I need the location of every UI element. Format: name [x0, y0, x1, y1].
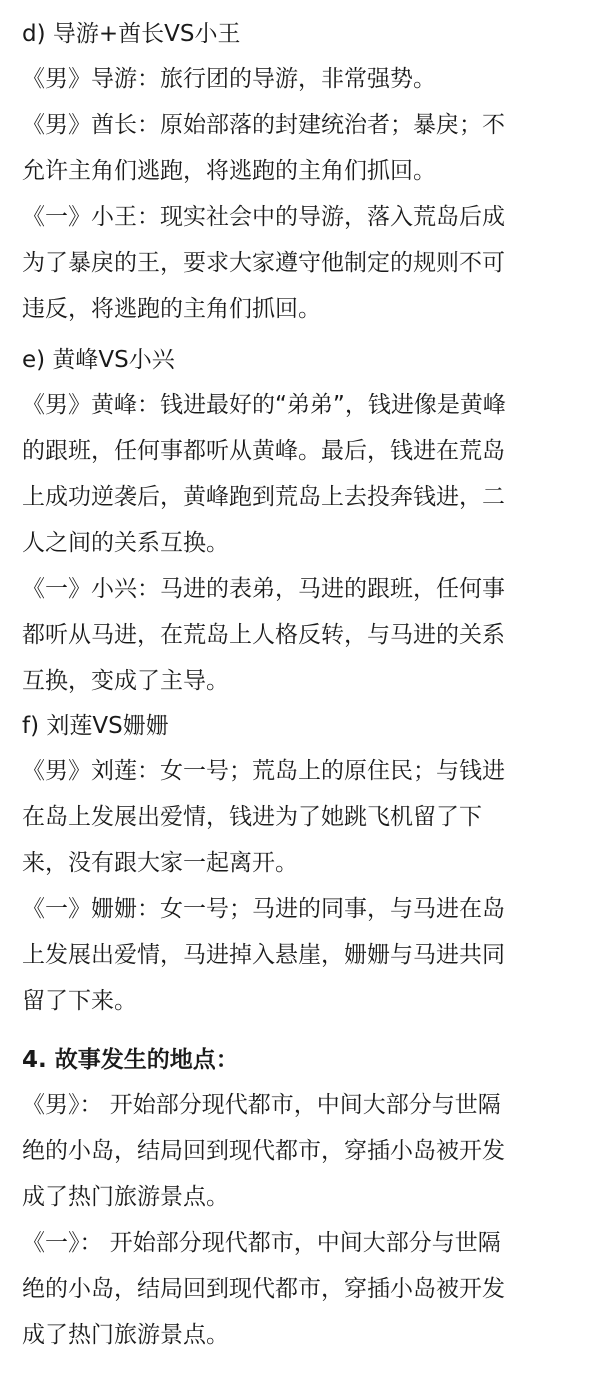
- text-line: 都听从马进，在荒岛上人格反转，与马进的关系: [22, 622, 505, 648]
- text-line: 《男》酋长：原始部落的封建统治者；暴戾；不: [22, 112, 505, 138]
- section-e-heading: e) 黄峰VS小兴: [22, 347, 175, 373]
- section-e-paragraph-huangfeng: [22, 382, 578, 566]
- text-line: 上发展出爱情，马进掉入悬崖，姗姗与马进共同: [22, 942, 505, 968]
- section-4-paragraph-male: [22, 1082, 578, 1220]
- section-d-paragraph-guide: [22, 56, 578, 102]
- text-line: 《男》导游：旅行团的导游，非常强势。: [22, 66, 436, 92]
- text-line: 互换，变成了主导。: [22, 668, 229, 694]
- section-f-heading: f) 刘莲VS姗姗: [22, 713, 169, 739]
- text-line: 来，没有跟大家一起离开。: [22, 850, 298, 876]
- text-line: 《男》黄峰：钱进最好的“弟弟”，钱进像是黄峰: [22, 392, 506, 418]
- section-d-paragraph-xiaowang: [22, 194, 578, 332]
- text-line: 《一》小王：现实社会中的导游，落入荒岛后成: [22, 204, 505, 230]
- section-f-paragraph-shanshan: [22, 886, 578, 1024]
- text-line: 《一》： 开始部分现代都市，中间大部分与世隔: [22, 1230, 501, 1256]
- section-d-paragraph-chief: [22, 102, 578, 194]
- text-line: 留了下来。: [22, 988, 137, 1014]
- text-line: 绝的小岛，结局回到现代都市，穿插小岛被开发: [22, 1276, 505, 1302]
- section-4-heading: 4. 故事发生的地点：: [22, 1047, 239, 1073]
- section-e-paragraph-xiaoxing: [22, 566, 578, 704]
- text-line: 人之间的关系互换。: [22, 530, 229, 556]
- text-line: 成了热门旅游景点。: [22, 1184, 229, 1210]
- section-d-heading: d) 导游+酋长VS小王: [22, 21, 241, 47]
- text-line: 绝的小岛，结局回到现代都市，穿插小岛被开发: [22, 1138, 505, 1164]
- text-line: 《男》： 开始部分现代都市，中间大部分与世隔: [22, 1092, 501, 1118]
- text-line: 为了暴戾的王，要求大家遵守他制定的规则不可: [22, 250, 505, 276]
- text-line: 的跟班，任何事都听从黄峰。最后，钱进在荒岛: [22, 438, 505, 464]
- text-line: 在岛上发展出爱情，钱进为了她跳飞机留了下: [22, 804, 482, 830]
- text-line: 违反，将逃跑的主角们抓回。: [22, 296, 321, 322]
- text-line: 《男》刘莲：女一号；荒岛上的原住民；与钱进: [22, 758, 505, 784]
- section-f-paragraph-liulian: [22, 748, 578, 886]
- text-line: 《一》姗姗：女一号；马进的同事，与马进在岛: [22, 896, 505, 922]
- text-line: 成了热门旅游景点。: [22, 1322, 229, 1348]
- text-line: 上成功逆袭后，黄峰跑到荒岛上去投奔钱进，二: [22, 484, 505, 510]
- section-4-paragraph-yi: [22, 1220, 578, 1358]
- text-line: 《一》小兴：马进的表弟，马进的跟班，任何事: [22, 576, 505, 602]
- text-line: 允许主角们逃跑，将逃跑的主角们抓回。: [22, 158, 436, 184]
